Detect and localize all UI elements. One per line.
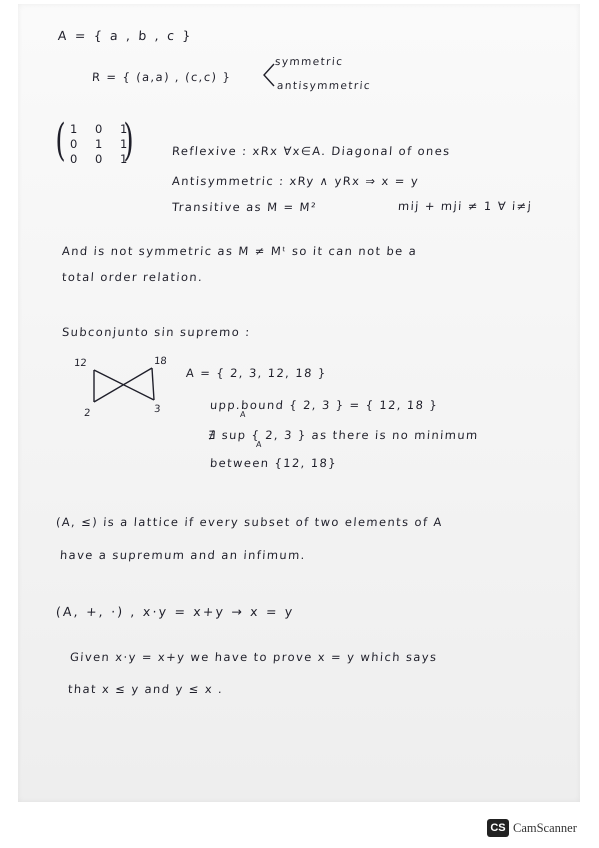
line-subconjunto: Subconjunto sin supremo : <box>61 325 252 339</box>
brace-antisymmetric: antisymmetric <box>276 80 372 92</box>
line-relation-r: R = { (a,a) , (c,c) } <box>91 70 232 84</box>
relation-matrix <box>55 115 144 166</box>
matrix-row-1: 1 0 1 <box>70 122 135 136</box>
line-mij: mij + mji ≠ 1 ∀ i≠j <box>397 199 533 213</box>
matrix-row-2: 0 1 1 <box>70 137 135 151</box>
node-3: 3 <box>153 404 161 415</box>
upp-bound-subscript: A <box>239 410 248 419</box>
line-lattice-2: have a supremum and an infimum. <box>59 548 307 562</box>
line-algebra: (A, +, ·) , x·y = x+y → x = y <box>55 604 295 619</box>
line-given-2: that x ≤ y and y ≤ x . <box>67 682 224 696</box>
node-18: 18 <box>153 356 168 367</box>
brace-symmetric: symmetric <box>274 56 344 68</box>
line-upp-bound: upp.bound { 2, 3 } = { 12, 18 } <box>209 398 439 412</box>
line-antisymmetric: Antisymmetric : xRy ∧ yRx ⇒ x = y <box>171 174 420 188</box>
camscanner-logo: CS <box>487 819 509 837</box>
line-between: between {12, 18} <box>209 456 338 470</box>
line-no-sup: ∄ sup { 2, 3 } as there is no minimum <box>207 428 480 442</box>
line-set-a2: A = { 2, 3, 12, 18 } <box>185 366 328 380</box>
line-transitive: Transitive as M = M² <box>171 200 318 214</box>
line-not-symmetric-1: And is not symmetric as M ≠ Mᵗ so it can not be a <box>61 244 418 258</box>
matrix-left-paren: ( <box>55 115 66 166</box>
line-reflexive: Reflexive : xRx ∀x∈A. Diagonal of ones <box>171 144 452 158</box>
node-12: 12 <box>73 358 88 369</box>
matrix-row-3: 0 0 1 <box>70 152 135 166</box>
line-lattice-1: (A, ≤) is a lattice if every subset of two elements of A <box>55 515 444 529</box>
line-given-1: Given x·y = x+y we have to prove x = y which says <box>69 650 438 664</box>
matrix-right-paren: ) <box>123 115 134 166</box>
no-sup-subscript: A <box>255 440 264 449</box>
camscanner-text: CamScanner <box>513 820 577 835</box>
line-not-symmetric-2: total order relation. <box>61 270 204 284</box>
node-2: 2 <box>83 408 91 419</box>
camscanner-watermark <box>487 818 577 838</box>
line-set-a: A = { a , b , c } <box>57 28 194 43</box>
